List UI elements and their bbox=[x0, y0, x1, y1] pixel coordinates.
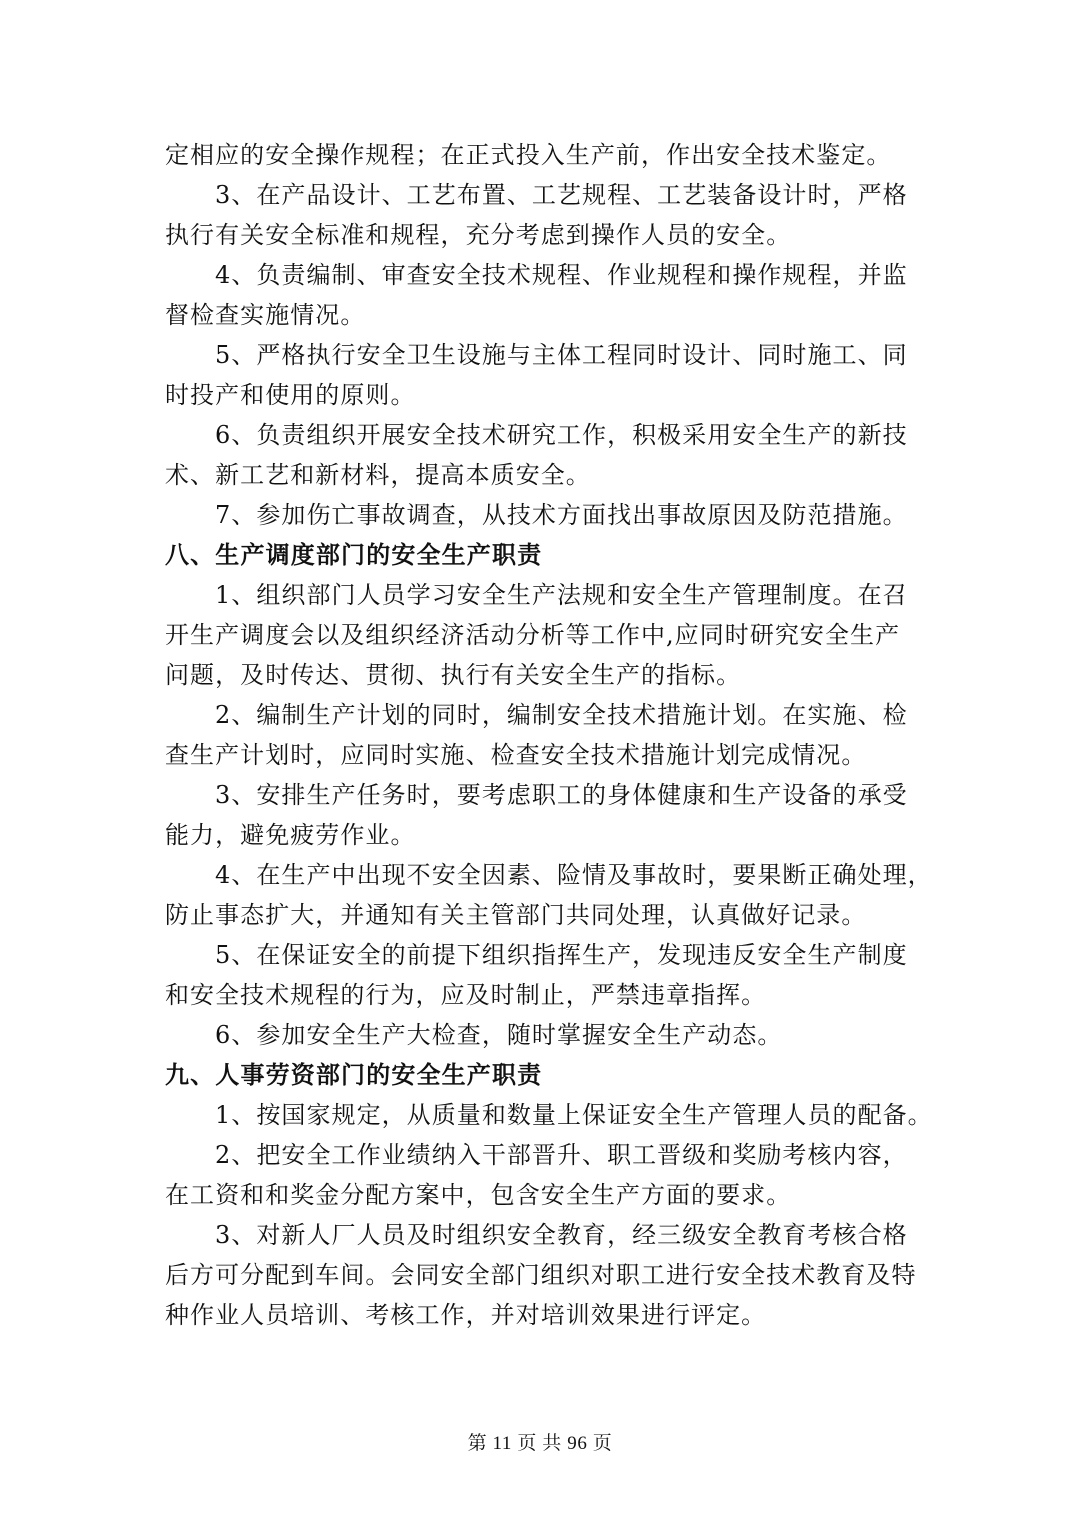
body-text-line: 防止事态扩大，并通知有关主管部门共同处理，认真做好记录。 bbox=[165, 901, 867, 929]
page-number-footer: 第 11 页 共 96 页 bbox=[467, 1433, 613, 1454]
body-text-line: 3、在产品设计、工艺布置、工艺规程、工艺装备设计时，严格 bbox=[215, 181, 908, 209]
body-text-line: 后方可分配到车间。会同安全部门组织对职工进行安全技术教育及特 bbox=[165, 1261, 917, 1289]
body-text-line: 2、编制生产计划的同时，编制安全技术措施计划。在实施、检 bbox=[215, 701, 908, 729]
body-text-line: 4、负责编制、审查安全技术规程、作业规程和操作规程，并监 bbox=[215, 261, 908, 289]
body-text-line: 1、组织部门人员学习安全生产法规和安全生产管理制度。在召 bbox=[215, 581, 908, 609]
body-text-line: 问题，及时传达、贯彻、执行有关安全生产的指标。 bbox=[165, 661, 742, 689]
page-text-body bbox=[165, 135, 933, 1335]
body-text-line: 4、在生产中出现不安全因素、险情及事故时，要果断正确处理， bbox=[215, 861, 933, 889]
section-heading-hr-payroll: 九、人事劳资部门的安全生产职责 bbox=[165, 1060, 543, 1089]
body-text-line: 能力，避免疲劳作业。 bbox=[165, 821, 416, 849]
body-text-line: 6、参加安全生产大检查，随时掌握安全生产动态。 bbox=[215, 1021, 783, 1049]
body-text-line: 在工资和和奖金分配方案中，包含安全生产方面的要求。 bbox=[165, 1181, 792, 1209]
body-text-line: 6、负责组织开展安全技术研究工作，积极采用安全生产的新技 bbox=[215, 421, 908, 449]
body-text-line: 3、对新人厂人员及时组织安全教育，经三级安全教育考核合格 bbox=[215, 1221, 908, 1249]
body-text-line: 查生产计划时，应同时实施、检查安全技术措施计划完成情况。 bbox=[165, 741, 867, 769]
body-text-line: 5、在保证安全的前提下组织指挥生产，发现违反安全生产制度 bbox=[215, 941, 908, 969]
body-text-line: 2、把安全工作业绩纳入干部晋升、职工晋级和奖励考核内容， bbox=[215, 1141, 908, 1169]
body-text-line: 时投产和使用的原则。 bbox=[165, 381, 416, 409]
body-text-line: 种作业人员培训、考核工作，并对培训效果进行评定。 bbox=[165, 1301, 767, 1329]
body-text-line: 5、严格执行安全卫生设施与主体工程同时设计、同时施工、同 bbox=[215, 341, 908, 369]
body-text-line: 定相应的安全操作规程；在正式投入生产前，作出安全技术鉴定。 bbox=[165, 141, 892, 169]
body-text-line: 督检查实施情况。 bbox=[165, 301, 366, 329]
body-text-line: 和安全技术规程的行为，应及时制止，严禁违章指挥。 bbox=[165, 981, 767, 1009]
section-heading-production-dispatch: 八、生产调度部门的安全生产职责 bbox=[165, 540, 543, 569]
body-text-line: 开生产调度会以及组织经济活动分析等工作中,应同时研究安全生产 bbox=[165, 621, 901, 649]
body-text-line: 1、按国家规定，从质量和数量上保证安全生产管理人员的配备。 bbox=[215, 1101, 933, 1129]
body-text-line: 执行有关安全标准和规程，充分考虑到操作人员的安全。 bbox=[165, 221, 792, 249]
body-text-line: 3、安排生产任务时，要考虑职工的身体健康和生产设备的承受 bbox=[215, 781, 908, 809]
body-text-line: 术、新工艺和新材料，提高本质安全。 bbox=[165, 461, 591, 489]
body-text-line: 7、参加伤亡事故调查，从技术方面找出事故原因及防范措施。 bbox=[215, 501, 908, 529]
